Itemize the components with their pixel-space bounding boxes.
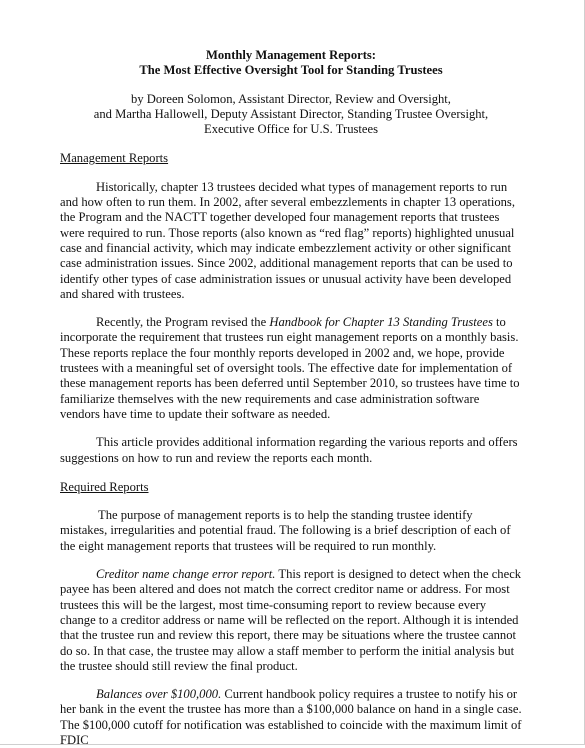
section-heading-required-reports: Required Reports <box>60 479 149 494</box>
paragraph <box>60 180 522 302</box>
paragraph-text: to incorporate the requirement that trustees run eight management reports on a monthly basis. These reports replace the four monthly reports developed in 2002 and, we hope, provide trustees with a meaningful set of oversight tools. The effective date for implementation of these management reports has been deferred until September 2010, so trustees have time to familiarize themselves with the new requirements and case administration software vendors have time to update their software as needed. <box>60 315 520 421</box>
paragraph <box>60 687 522 748</box>
byline-line-3: Executive Office for U.S. Trustees <box>204 122 378 137</box>
report-name: Balances over $100,000. <box>96 687 222 702</box>
section-heading-management-reports: Management Reports <box>60 151 169 166</box>
paragraph <box>60 508 522 554</box>
author-byline <box>60 92 522 138</box>
report-name: Creditor name change error report. <box>96 567 276 582</box>
paragraph-text: This report is designed to detect when the check payee has been altered and does not match the correct creditor name or address. For most trustees this will be the largest, most time-consuming report to review because every change to a creditor address or name will be reflected on the report. Although it is intended that the trustee run and review this report, there may be situations where the trustee cannot do so. In that case, the trustee may allow a staff member to perform the initial analysis but the trustee should still review the final product. <box>60 567 522 673</box>
title-line-2: The Most Effective Oversight Tool for Standing Trustees <box>139 63 443 78</box>
paragraph-text: Current handbook policy requires a trustee to notify his or her bank in the event the trustee has more than a $100,000 balance on hand in a single case. The $100,000 cutoff for notification was established to coincide with the maximum limit of FDIC <box>60 687 522 747</box>
paragraph <box>60 435 522 466</box>
paragraph <box>60 567 522 674</box>
handbook-title: Handbook for Chapter 13 Standing Trustees <box>269 315 493 330</box>
paragraph-text: Recently, the Program revised the <box>96 315 270 330</box>
byline-line-1: by Doreen Solomon, Assistant Director, Review and Oversight, <box>131 91 451 106</box>
document-title <box>60 48 522 79</box>
paragraph-text: Historically, chapter 13 trustees decided what types of management reports to run and how often to run them. In 2002, after several embezzlements in chapter 13 operations, the Program and the NACTT together developed four management reports that trustees were required to run. Those reports (also known as “red flag” reports) highlighted unusual case and financial activity, which may indicate embezzlement activity or other significant case administration issues. Since 2002, additional management reports that can be used to identify other types of case administration issues or unusual activity have been developed and shared with trustees. <box>60 179 515 301</box>
document-body <box>60 48 522 748</box>
title-line-1: Monthly Management Reports: <box>206 48 376 62</box>
paragraph <box>60 315 522 422</box>
byline-line-2: and Martha Hallowell, Deputy Assistant Director, Standing Trustee Oversight, <box>93 106 489 121</box>
paragraph-text: The purpose of management reports is to help the standing trustee identify mistakes, irregularities and potential fraud. The following is a brief description of each of the eight management reports that trustees will be required to run monthly. <box>60 508 511 553</box>
paragraph-text: This article provides additional information regarding the various reports and offers suggestions on how to run and review the reports each month. <box>60 435 518 465</box>
